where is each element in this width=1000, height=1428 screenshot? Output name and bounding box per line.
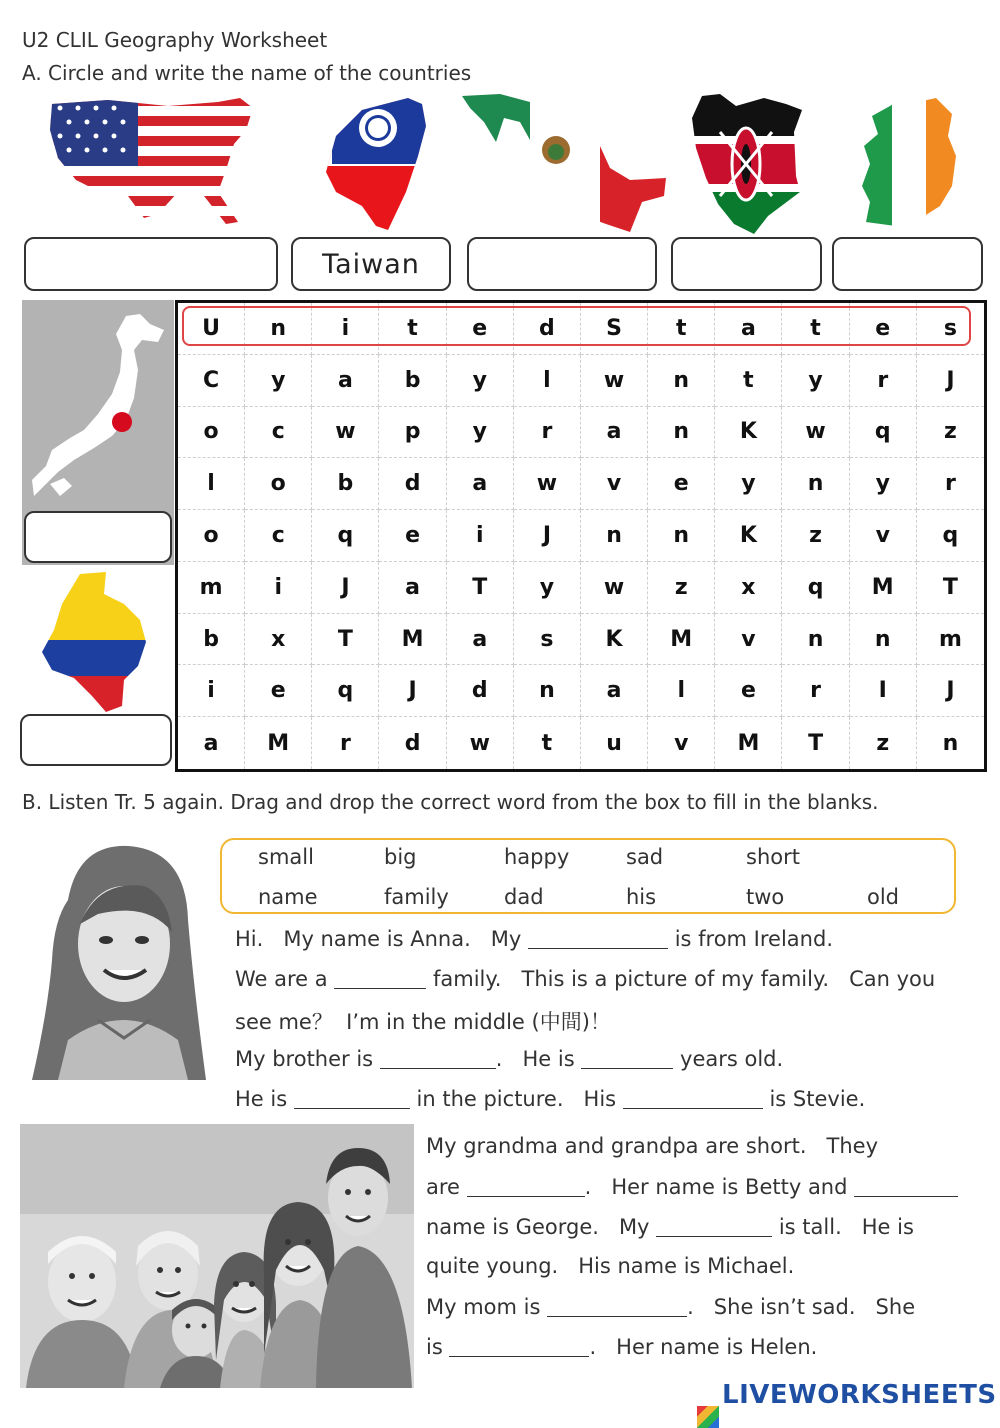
text-segment: is (426, 1335, 450, 1359)
paragraph1-line2 (235, 966, 935, 991)
grid-cell[interactable]: J (312, 562, 379, 614)
text-segment: is Stevie. (762, 1087, 866, 1111)
grid-cell[interactable]: c (245, 407, 312, 459)
grid-cell[interactable]: r (312, 717, 379, 769)
grid-cell[interactable]: q (917, 510, 984, 562)
grid-cell[interactable]: K (581, 614, 648, 666)
paragraph2-line1: My grandma and grandpa are short. They (426, 1134, 879, 1158)
grid-cell[interactable]: C (178, 355, 245, 407)
grid-cell[interactable]: q (850, 407, 917, 459)
grid-cell[interactable]: e (379, 510, 446, 562)
grid-cell[interactable]: n (581, 510, 648, 562)
grid-cell[interactable]: n (782, 458, 849, 510)
girl-portrait (28, 840, 210, 1082)
grid-cell[interactable]: e (648, 458, 715, 510)
paragraph1-line1 (235, 926, 833, 951)
grid-cell[interactable]: c (245, 510, 312, 562)
paragraph1-line3: see me？ I’m in the middle (中間)！ (235, 1010, 611, 1034)
grid-cell[interactable]: b (312, 458, 379, 510)
grid-cell[interactable]: K (715, 407, 782, 459)
word-dad[interactable]: dad (504, 885, 544, 909)
page-title: U2 CLIL Geography Worksheet (22, 28, 328, 52)
word-sad[interactable]: sad (626, 845, 664, 869)
grid-cell[interactable]: n (514, 665, 581, 717)
text-segment: We are a (235, 967, 335, 991)
grid-cell[interactable]: d (379, 458, 446, 510)
grid-cell[interactable]: e (715, 665, 782, 717)
paragraph2-line6 (426, 1334, 817, 1359)
grid-cell[interactable]: w (312, 407, 379, 459)
text-segment: My brother is (235, 1047, 380, 1071)
grid-cell[interactable]: s (917, 303, 984, 355)
blank-1[interactable] (528, 926, 668, 949)
text-segment: . Her name is Helen. (589, 1335, 818, 1359)
grid-cell[interactable]: y (245, 355, 312, 407)
grid-cell[interactable]: w (581, 355, 648, 407)
grid-cell[interactable]: d (379, 717, 446, 769)
word-big[interactable]: big (384, 845, 417, 869)
grid-cell[interactable]: a (581, 665, 648, 717)
blank-2[interactable] (334, 966, 426, 989)
grid-cell[interactable]: a (581, 407, 648, 459)
grid-cell[interactable]: M (850, 562, 917, 614)
blank-8[interactable] (854, 1174, 958, 1197)
text-segment: is from Ireland. (668, 927, 833, 951)
paragraph1-line5 (235, 1086, 865, 1111)
grid-cell[interactable]: v (648, 717, 715, 769)
grid-cell[interactable]: S (581, 303, 648, 355)
grid-cell[interactable]: e (447, 303, 514, 355)
text-segment: . Her name is Betty and (584, 1175, 855, 1199)
grid-cell[interactable]: y (447, 407, 514, 459)
grid-cell[interactable]: y (514, 562, 581, 614)
grid-cell[interactable]: J (917, 355, 984, 407)
word-bank-box (220, 838, 956, 914)
grid-cell[interactable]: q (312, 510, 379, 562)
paragraph2-line2 (426, 1174, 958, 1199)
grid-cell[interactable]: i (245, 562, 312, 614)
grid-cell[interactable]: a (715, 303, 782, 355)
grid-cell[interactable]: b (379, 355, 446, 407)
grid-cell[interactable]: d (447, 665, 514, 717)
section-b-instruction: B. Listen Tr. 5 again. Drag and drop the correct word from the box to fill in the blanks. (22, 790, 879, 814)
grid-cell[interactable]: m (178, 562, 245, 614)
grid-cell[interactable]: T (447, 562, 514, 614)
taiwan-flag-map (322, 96, 442, 234)
word-old[interactable]: old (867, 885, 900, 909)
grid-cell[interactable]: s (514, 614, 581, 666)
logo-badge-icon (697, 1406, 719, 1428)
text-segment: is tall. He is (772, 1215, 914, 1239)
grid-cell[interactable]: o (178, 510, 245, 562)
grid-cell[interactable]: y (447, 355, 514, 407)
grid-cell[interactable]: M (648, 614, 715, 666)
grid-cell[interactable]: z (850, 717, 917, 769)
grid-cell[interactable]: v (715, 614, 782, 666)
grid-cell[interactable]: z (648, 562, 715, 614)
answer-box-mexico[interactable] (467, 237, 657, 291)
grid-cell[interactable]: l (648, 665, 715, 717)
grid-cell[interactable]: t (379, 303, 446, 355)
japan-flag-map (30, 310, 168, 500)
grid-cell[interactable]: r (850, 355, 917, 407)
grid-cell[interactable]: n (782, 614, 849, 666)
word-family[interactable]: family (384, 885, 449, 909)
grid-cell[interactable]: a (379, 562, 446, 614)
text-segment: in the picture. His (409, 1087, 623, 1111)
grid-cell[interactable]: y (782, 355, 849, 407)
blank-10[interactable] (547, 1294, 687, 1317)
grid-cell[interactable]: o (178, 407, 245, 459)
grid-cell[interactable]: T (782, 717, 849, 769)
grid-cell[interactable]: n (245, 303, 312, 355)
logo-text: LIVEWORKSHEETS (722, 1380, 997, 1410)
grid-cell[interactable]: r (514, 407, 581, 459)
grid-cell[interactable]: q (312, 665, 379, 717)
grid-cell[interactable]: o (245, 458, 312, 510)
grid-cell[interactable]: v (850, 510, 917, 562)
word-two[interactable]: two (746, 885, 785, 909)
text-segment: My mom is (426, 1295, 548, 1319)
word-his[interactable]: his (626, 885, 657, 909)
blank-4[interactable] (581, 1046, 673, 1069)
grid-cell[interactable]: n (648, 355, 715, 407)
word-happy[interactable]: happy (504, 845, 570, 869)
grid-cell[interactable]: e (245, 665, 312, 717)
text-segment: name is George. My (426, 1215, 657, 1239)
grid-cell[interactable]: b (178, 614, 245, 666)
paragraph2-line5 (426, 1294, 915, 1319)
blank-9[interactable] (656, 1214, 772, 1237)
grid-cell[interactable]: a (178, 717, 245, 769)
grid-cell[interactable]: a (447, 458, 514, 510)
blank-3[interactable] (380, 1046, 496, 1069)
text-segment: He is (235, 1087, 294, 1111)
grid-cell[interactable]: y (850, 458, 917, 510)
grid-cell[interactable]: r (917, 458, 984, 510)
answer-box-taiwan[interactable]: Taiwan (291, 237, 451, 291)
answer-box-ireland[interactable] (832, 237, 983, 291)
grid-cell[interactable]: M (379, 614, 446, 666)
liveworksheets-logo[interactable] (697, 1380, 997, 1428)
grid-cell[interactable]: M (245, 717, 312, 769)
section-a-instruction: A. Circle and write the name of the countries (22, 61, 472, 85)
grid-cell[interactable]: n (942, 730, 959, 756)
text-segment: family. This is a picture of my family. Can you (426, 967, 936, 991)
blank-6[interactable] (623, 1086, 763, 1109)
mexico-flag-map (460, 92, 670, 234)
grid-cell[interactable]: m (917, 614, 984, 666)
answer-box-japan[interactable] (24, 511, 172, 563)
grid-cell[interactable]: t (648, 303, 715, 355)
grid-cell[interactable]: T (917, 562, 984, 614)
grid-cell[interactable]: q (782, 562, 849, 614)
text-segment: are (426, 1175, 467, 1199)
usa-flag-map (48, 96, 260, 228)
grid-cell[interactable]: x (245, 614, 312, 666)
paragraph1-line4 (235, 1046, 783, 1071)
grid-cell[interactable]: z (917, 407, 984, 459)
kenya-flag-map (690, 92, 806, 236)
word-name[interactable]: name (258, 885, 318, 909)
grid-cell[interactable]: l (514, 355, 581, 407)
grid-cell[interactable]: e (850, 303, 917, 355)
grid-cell[interactable]: n (648, 510, 715, 562)
paragraph2-line4: quite young. His name is Michael. (426, 1254, 795, 1278)
family-photo (20, 1124, 414, 1388)
grid-cell[interactable]: U (178, 303, 245, 355)
grid-cell[interactable]: u (581, 717, 648, 769)
grid-cell[interactable]: i (178, 665, 245, 717)
grid-cell[interactable]: M (715, 717, 782, 769)
grid-cell[interactable]: d (514, 303, 581, 355)
grid-cell[interactable]: J (514, 510, 581, 562)
grid-cell[interactable]: I (850, 665, 917, 717)
grid-cell[interactable]: v (581, 458, 648, 510)
text-segment: Hi. My name is Anna. My (235, 927, 529, 951)
paragraph2-line3 (426, 1214, 914, 1239)
grid-cell[interactable]: y (715, 458, 782, 510)
grid-cell[interactable]: w (581, 562, 648, 614)
answer-box-kenya[interactable] (671, 237, 822, 291)
grid-cell[interactable]: p (379, 407, 446, 459)
grid-cell[interactable]: x (715, 562, 782, 614)
grid-cell[interactable]: w (782, 407, 849, 459)
grid-cell[interactable]: z (782, 510, 849, 562)
answer-box-colombia[interactable] (20, 714, 172, 766)
text-segment: . He is (495, 1047, 582, 1071)
grid-cell[interactable]: w (447, 717, 514, 769)
word-short[interactable]: short (746, 845, 800, 869)
grid-cell[interactable]: i (312, 303, 379, 355)
grid-cell[interactable]: K (715, 510, 782, 562)
grid-cell[interactable]: n (850, 614, 917, 666)
blank-11[interactable] (449, 1334, 589, 1357)
word-small[interactable]: small (258, 845, 314, 869)
text-segment: years old. (673, 1047, 784, 1071)
grid-cell[interactable]: a (312, 355, 379, 407)
word-search-grid[interactable] (175, 300, 987, 772)
grid-cell[interactable]: a (447, 614, 514, 666)
blank-5[interactable] (294, 1086, 410, 1109)
grid-cell[interactable]: t (715, 355, 782, 407)
text-segment: . She isn’t sad. She (687, 1295, 916, 1319)
answer-box-usa[interactable] (24, 237, 278, 291)
grid-cell[interactable]: n (648, 407, 715, 459)
grid-cell[interactable]: i (447, 510, 514, 562)
grid-cell[interactable]: r (782, 665, 849, 717)
grid-cell[interactable]: J (379, 665, 446, 717)
blank-7[interactable] (467, 1174, 585, 1197)
grid-cell[interactable]: w (514, 458, 581, 510)
colombia-flag-map (40, 570, 150, 714)
grid-cell[interactable]: T (312, 614, 379, 666)
grid-cell[interactable]: l (178, 458, 245, 510)
grid-cell[interactable]: t (782, 303, 849, 355)
grid-cell[interactable]: t (514, 717, 581, 769)
ireland-flag-map (856, 94, 962, 232)
grid-cell[interactable]: J (917, 665, 984, 717)
